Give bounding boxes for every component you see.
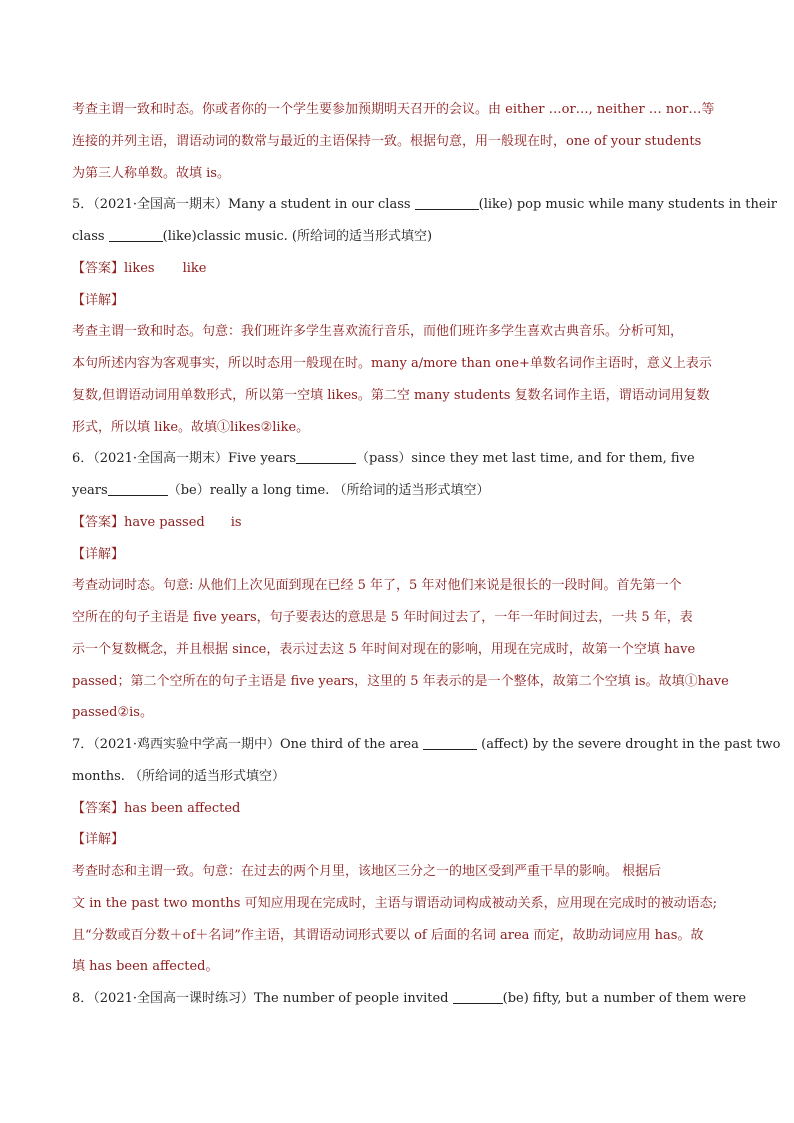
answer-label: 【答案】 (72, 514, 125, 530)
q5-question-line-2 (72, 221, 727, 253)
answer-blank (108, 481, 168, 496)
text: 5．（2021·全国高一期末）Many a student in our class (72, 197, 415, 213)
text: ，表示过去这 5 年时间对现在的影响，用现在完成时，故第一个空填 (266, 641, 664, 657)
intro-line-2 (72, 126, 727, 158)
answer-blank (415, 195, 479, 210)
text: passed (72, 673, 118, 689)
text: 复数名词作主语，谓语动词用复数 (510, 387, 710, 403)
q7-question-line-2 (72, 761, 727, 793)
text: either …or…, neither … nor… (505, 102, 702, 117)
document-page (72, 94, 781, 1015)
answer-blank (453, 989, 503, 1004)
text: (affect) by the severe drought in the past two (477, 737, 781, 752)
text: 。故填① (178, 419, 231, 435)
text: 7．（2021·鸡西实验中学高一期中）One third of the area (72, 737, 424, 752)
text: likes (230, 419, 261, 435)
text: ，这里的 5 年表示的是一个整体，故第二个空填 (354, 673, 635, 689)
text: five years (290, 673, 355, 689)
text: in the past two months (89, 895, 241, 911)
text: 8．（2021·全国高一课时练习）The number of people invited (72, 991, 453, 1006)
text: passed (72, 705, 118, 721)
text: many students (413, 387, 511, 403)
text: ② (117, 705, 130, 721)
text: have (664, 641, 696, 657)
text: 。故 (677, 927, 704, 943)
answer-label: 【答案】 (72, 260, 125, 276)
text: have (697, 673, 729, 689)
q7-answer (72, 793, 727, 825)
text: 空所在的句子主语是 (72, 610, 194, 625)
text: 后面的名词 (426, 927, 500, 943)
q7-detail-line-4 (72, 951, 727, 983)
q5-detail-line-2 (72, 348, 727, 380)
text: 文 (72, 895, 90, 911)
q5-detail-line-3 (72, 380, 727, 412)
text: 而定，故助动词应用 (529, 927, 655, 943)
text: is (129, 705, 140, 721)
q6-detail-line-5 (72, 697, 727, 729)
text: months. （所给词的适当形式填空） (72, 768, 286, 784)
q7-detail-label (72, 824, 727, 856)
answer-value: like (182, 260, 207, 276)
detail-label: 【详解】 (72, 832, 125, 848)
q5-detail-label (72, 285, 727, 317)
answer-value: likes (124, 260, 155, 276)
intro-line-3 (72, 158, 727, 190)
detail-label: 【详解】 (72, 546, 125, 562)
text: one of your students (566, 133, 702, 149)
text: 复数,但谓语动词用单数形式，所以第一空填 (72, 387, 328, 403)
text: of (414, 927, 427, 943)
text: like (154, 419, 179, 435)
answer-value: have passed (124, 514, 205, 530)
text: (be) fifty, but a number of them were (502, 991, 747, 1006)
text: 。故填① (645, 673, 698, 689)
text: 形式，所以填 (72, 419, 155, 435)
text: ，句子要表达的意思是 5 年时间过去了，一年一年时间过去，一共 5 年，表 (256, 610, 693, 625)
text: 填 (72, 959, 90, 975)
answer-value: is (230, 514, 242, 530)
text: ② (260, 419, 273, 435)
detail-label: 【详解】 (72, 292, 125, 308)
q6-detail-label (72, 539, 727, 571)
q6-question-line-1 (72, 443, 727, 475)
text: is (634, 673, 646, 689)
answer-value: has been affected (124, 800, 241, 816)
answer-blank (109, 227, 163, 242)
text: 为第三人称单数。故填 is。 (72, 165, 230, 181)
text: 连接的并列主语，谓语动词的数常与最近的主语保持一致。根据句意，用一般现在时， (72, 133, 567, 149)
text: 考查主谓一致和时态。你或者你的一个学生要参加预期明天召开的会议。由 (72, 102, 506, 117)
text: has been affected (89, 959, 206, 975)
text: （be）really a long time. （所给词的适当形式填空） (167, 483, 490, 498)
text: five years (193, 610, 257, 625)
text: (like)classic music. (所给词的适当形式填空) (162, 229, 433, 244)
text: has (654, 927, 678, 943)
text: 考查时态和主谓一致。句意：在过去的两个月里，该地区三分之一的地区受到严重干旱的影响。 根据后 (72, 864, 662, 879)
text: 示一个复数概念，并且根据 (72, 641, 233, 657)
q6-detail-line-4 (72, 666, 727, 698)
q6-detail-line-3 (72, 634, 727, 666)
text: since (232, 641, 267, 657)
q7-detail-line-3 (72, 920, 727, 952)
q5-answer (72, 253, 727, 285)
answer-blank (296, 449, 356, 464)
text: area (499, 927, 530, 943)
intro-line-1 (72, 94, 727, 126)
q5-detail-line-4 (72, 412, 727, 444)
q6-detail-line-2 (72, 602, 727, 634)
q6-question-line-2 (72, 475, 727, 507)
text: (like) pop music while many students in their (478, 197, 777, 213)
text: （pass）since they met last time, and for them, five (356, 451, 695, 467)
q6-detail-line-1 (72, 570, 727, 602)
text: 。 (205, 959, 219, 975)
text: 可知应用现在完成时，主语与谓语动词构成被动关系，应用现在完成时的被动语态; (240, 895, 717, 911)
q5-question-line-1 (72, 189, 777, 221)
text: likes (327, 387, 358, 403)
text: class (72, 229, 109, 244)
text: many a/more than one+单数名词作主语时，意义上表示 (371, 356, 712, 371)
text: 。 (296, 419, 310, 435)
text: 且“分数或百分数＋of＋名词”作主语，其谓语动词形式要以 (72, 927, 415, 943)
q6-answer (72, 507, 727, 539)
q7-question-line-1 (72, 729, 781, 761)
q7-detail-line-2 (72, 888, 727, 920)
text: 6．（2021·全国高一期末）Five years (72, 451, 297, 467)
text: like (272, 419, 297, 435)
answer-blank (423, 735, 477, 750)
q5-detail-line-1 (72, 316, 727, 348)
text: 。 (139, 705, 153, 721)
text: 本句所述内容为客观事实，所以时态用一般现在时。 (72, 356, 372, 371)
text: years (72, 483, 108, 498)
answer-label: 【答案】 (72, 800, 125, 816)
text: 考查主谓一致和时态。句意：我们班许多学生喜欢流行音乐，而他们班许多学生喜欢古典音乐。分析可知， (72, 324, 684, 340)
q8-question-line-1 (72, 983, 747, 1015)
q7-detail-line-1 (72, 856, 727, 888)
text: 。第二空 (357, 387, 414, 403)
text: ；第二个空所在的句子主语是 (117, 673, 291, 689)
text: 考查动词时态。句意: 从他们上次见面到现在已经 5 年了，5 年对他们来说是很长的一段时间。首先第一个 (72, 578, 682, 594)
text: 等 (701, 102, 715, 117)
